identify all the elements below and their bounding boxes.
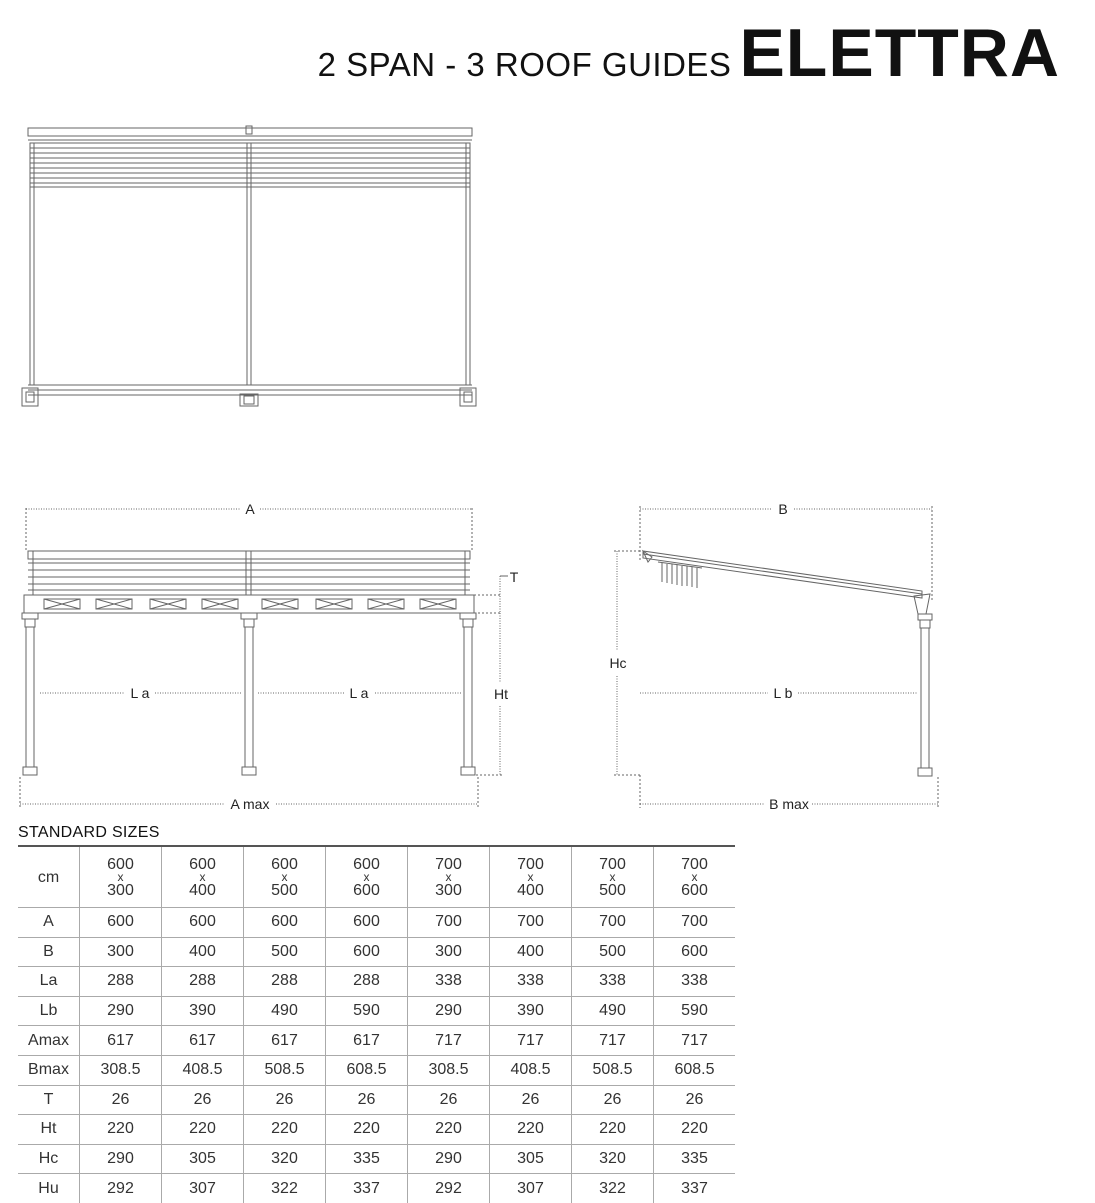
dim-label-bmax: B max bbox=[769, 796, 809, 812]
row-label: T bbox=[18, 1085, 80, 1115]
table-cell: 600 bbox=[80, 908, 162, 938]
table-cell: 26 bbox=[326, 1085, 408, 1115]
table-cell: 608.5 bbox=[326, 1055, 408, 1085]
size-width: 700 bbox=[599, 855, 626, 873]
dim-label-la-left: L a bbox=[130, 685, 150, 701]
table-cell: 500 bbox=[572, 937, 654, 967]
table-cell: 300 bbox=[80, 937, 162, 967]
table-cell: 220 bbox=[408, 1115, 490, 1145]
table-cell: 600 bbox=[654, 937, 736, 967]
table-cell: 600 bbox=[244, 908, 326, 938]
table-cell: 290 bbox=[408, 996, 490, 1026]
table-header-row bbox=[18, 846, 735, 908]
table-cell: 408.5 bbox=[490, 1055, 572, 1085]
table-cell: 700 bbox=[408, 908, 490, 938]
size-separator: x bbox=[363, 869, 370, 884]
size-width: 700 bbox=[681, 855, 708, 873]
table-cell: 322 bbox=[244, 1174, 326, 1203]
table-row bbox=[18, 937, 735, 967]
table-cell: 608.5 bbox=[654, 1055, 736, 1085]
dim-label-t: T bbox=[509, 569, 519, 585]
size-depth: 400 bbox=[517, 881, 544, 899]
top-view-drawing bbox=[22, 126, 476, 406]
size-depth: 600 bbox=[681, 881, 708, 899]
table-cell: 400 bbox=[162, 937, 244, 967]
table-cell: 308.5 bbox=[408, 1055, 490, 1085]
dim-label-lb: L b bbox=[773, 685, 793, 701]
table-cell: 390 bbox=[490, 996, 572, 1026]
table-cell: 305 bbox=[162, 1144, 244, 1174]
row-label: Hu bbox=[18, 1174, 80, 1203]
size-separator: x bbox=[117, 869, 124, 884]
table-cell: 290 bbox=[80, 996, 162, 1026]
table-cell: 308.5 bbox=[80, 1055, 162, 1085]
dim-label-la-right: L a bbox=[349, 685, 369, 701]
side-view-drawing bbox=[614, 506, 938, 808]
table-cell: 700 bbox=[572, 908, 654, 938]
table-cell: 590 bbox=[326, 996, 408, 1026]
size-width: 600 bbox=[353, 855, 380, 873]
size-depth: 300 bbox=[435, 881, 462, 899]
table-row bbox=[18, 908, 735, 938]
size-column-header bbox=[490, 846, 572, 908]
table-cell: 292 bbox=[80, 1174, 162, 1203]
table-cell: 290 bbox=[408, 1144, 490, 1174]
table-cell: 490 bbox=[572, 996, 654, 1026]
size-depth: 600 bbox=[353, 881, 380, 899]
table-cell: 26 bbox=[80, 1085, 162, 1115]
table-cell: 335 bbox=[654, 1144, 736, 1174]
table-cell: 220 bbox=[490, 1115, 572, 1145]
size-separator: x bbox=[281, 869, 288, 884]
size-column-header bbox=[408, 846, 490, 908]
table-cell: 500 bbox=[244, 937, 326, 967]
table-cell: 337 bbox=[326, 1174, 408, 1203]
table-cell: 390 bbox=[162, 996, 244, 1026]
size-depth: 500 bbox=[599, 881, 626, 899]
table-cell: 717 bbox=[654, 1026, 736, 1056]
table-cell: 617 bbox=[162, 1026, 244, 1056]
table-cell: 717 bbox=[572, 1026, 654, 1056]
size-separator: x bbox=[527, 869, 534, 884]
dim-label-hc: Hc bbox=[609, 655, 627, 671]
table-cell: 288 bbox=[162, 967, 244, 997]
table-cell: 617 bbox=[244, 1026, 326, 1056]
row-label: Lb bbox=[18, 996, 80, 1026]
table-cell: 400 bbox=[490, 937, 572, 967]
table-cell: 288 bbox=[326, 967, 408, 997]
table-cell: 508.5 bbox=[244, 1055, 326, 1085]
table-cell: 288 bbox=[80, 967, 162, 997]
table-cell: 590 bbox=[654, 996, 736, 1026]
table-cell: 290 bbox=[80, 1144, 162, 1174]
table-row bbox=[18, 1085, 735, 1115]
table-row bbox=[18, 1055, 735, 1085]
table-cell: 26 bbox=[654, 1085, 736, 1115]
dim-label-ht: Ht bbox=[494, 686, 508, 702]
table-cell: 26 bbox=[572, 1085, 654, 1115]
row-label: Amax bbox=[18, 1026, 80, 1056]
size-depth: 400 bbox=[189, 881, 216, 899]
table-cell: 408.5 bbox=[162, 1055, 244, 1085]
table-cell: 220 bbox=[572, 1115, 654, 1145]
table-cell: 220 bbox=[162, 1115, 244, 1145]
front-view-drawing bbox=[20, 508, 508, 808]
product-subtitle: 2 SPAN - 3 ROOF GUIDES bbox=[317, 46, 732, 83]
dim-label-amax: A max bbox=[230, 796, 270, 812]
table-cell: 307 bbox=[490, 1174, 572, 1203]
table-cell: 700 bbox=[654, 908, 736, 938]
table-cell: 717 bbox=[490, 1026, 572, 1056]
size-separator: x bbox=[609, 869, 616, 884]
size-column-header bbox=[654, 846, 736, 908]
size-width: 600 bbox=[271, 855, 298, 873]
table-cell: 338 bbox=[654, 967, 736, 997]
standard-sizes-title: STANDARD SIZES bbox=[18, 824, 160, 841]
table-cell: 220 bbox=[80, 1115, 162, 1145]
size-width: 700 bbox=[517, 855, 544, 873]
dim-label-a: A bbox=[245, 501, 255, 517]
size-width: 600 bbox=[107, 855, 134, 873]
row-label: Bmax bbox=[18, 1055, 80, 1085]
table-cell: 337 bbox=[654, 1174, 736, 1203]
table-cell: 700 bbox=[490, 908, 572, 938]
size-depth: 300 bbox=[107, 881, 134, 899]
size-separator: x bbox=[445, 869, 452, 884]
table-cell: 335 bbox=[326, 1144, 408, 1174]
product-brand: ELETTRA bbox=[739, 15, 1060, 91]
table-cell: 508.5 bbox=[572, 1055, 654, 1085]
table-cell: 717 bbox=[408, 1026, 490, 1056]
table-cell: 292 bbox=[408, 1174, 490, 1203]
table-cell: 220 bbox=[326, 1115, 408, 1145]
table-cell: 26 bbox=[162, 1085, 244, 1115]
table-cell: 307 bbox=[162, 1174, 244, 1203]
row-label: Ht bbox=[18, 1115, 80, 1145]
table-cell: 490 bbox=[244, 996, 326, 1026]
table-row bbox=[18, 996, 735, 1026]
table-cell: 617 bbox=[80, 1026, 162, 1056]
table-row bbox=[18, 967, 735, 997]
table-row bbox=[18, 1144, 735, 1174]
size-column-header bbox=[80, 846, 162, 908]
table-cell: 338 bbox=[490, 967, 572, 997]
table-cell: 26 bbox=[408, 1085, 490, 1115]
row-label: B bbox=[18, 937, 80, 967]
table-cell: 220 bbox=[244, 1115, 326, 1145]
table-cell: 617 bbox=[326, 1026, 408, 1056]
size-column-header bbox=[162, 846, 244, 908]
table-cell: 338 bbox=[408, 967, 490, 997]
size-separator: x bbox=[691, 869, 698, 884]
table-cell: 26 bbox=[244, 1085, 326, 1115]
table-cell: 600 bbox=[162, 908, 244, 938]
row-label: A bbox=[18, 908, 80, 938]
size-column-header bbox=[244, 846, 326, 908]
size-width: 600 bbox=[189, 855, 216, 873]
dim-label-b: B bbox=[778, 501, 788, 517]
table-cell: 300 bbox=[408, 937, 490, 967]
table-row bbox=[18, 1115, 735, 1145]
table-cell: 320 bbox=[244, 1144, 326, 1174]
size-depth: 500 bbox=[271, 881, 298, 899]
table-cell: 600 bbox=[326, 937, 408, 967]
size-separator: x bbox=[199, 869, 206, 884]
table-cell: 338 bbox=[572, 967, 654, 997]
unit-header: cm bbox=[18, 846, 80, 908]
table-row bbox=[18, 1026, 735, 1056]
standard-sizes-table bbox=[18, 845, 735, 1203]
table-row bbox=[18, 1174, 735, 1203]
table-cell: 600 bbox=[326, 908, 408, 938]
size-column-header bbox=[326, 846, 408, 908]
table-cell: 322 bbox=[572, 1174, 654, 1203]
table-cell: 320 bbox=[572, 1144, 654, 1174]
table-cell: 288 bbox=[244, 967, 326, 997]
table-cell: 305 bbox=[490, 1144, 572, 1174]
table-cell: 26 bbox=[490, 1085, 572, 1115]
table-cell: 220 bbox=[654, 1115, 736, 1145]
row-label: Hc bbox=[18, 1144, 80, 1174]
size-width: 700 bbox=[435, 855, 462, 873]
row-label: La bbox=[18, 967, 80, 997]
size-column-header bbox=[572, 846, 654, 908]
